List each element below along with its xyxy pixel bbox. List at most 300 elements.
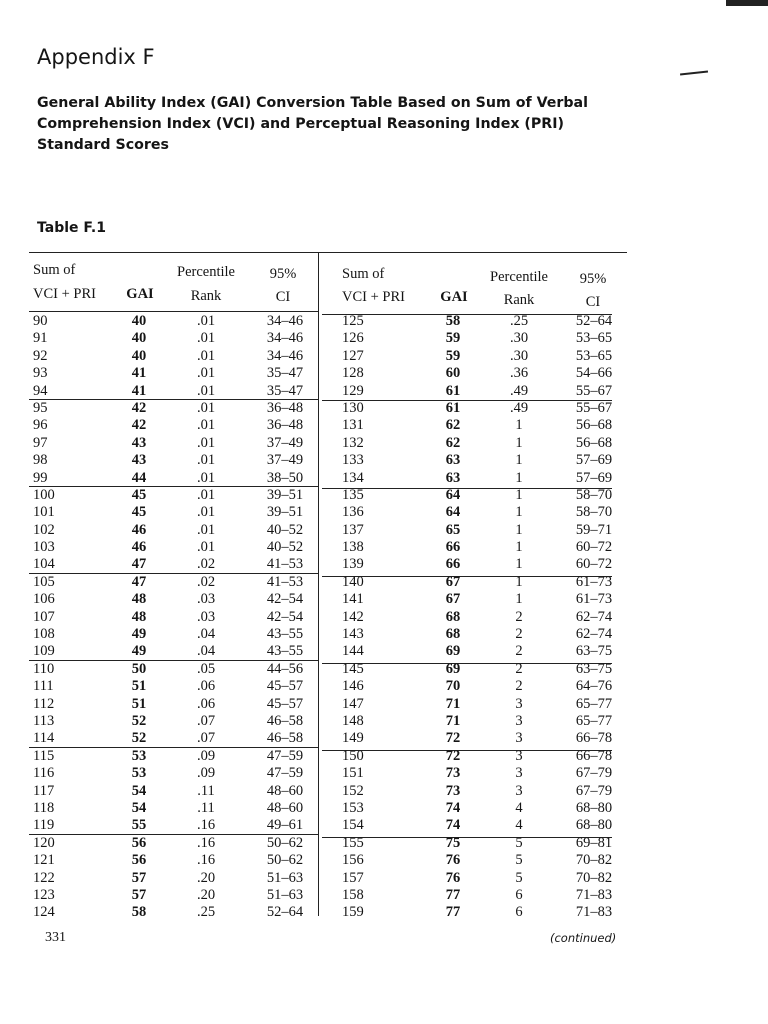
table-cell: 134 <box>342 469 364 486</box>
header-percentile-line1: Percentile <box>490 269 548 285</box>
table-cell: 62 <box>445 417 461 434</box>
left-percentile-column <box>171 313 241 922</box>
table-cell: 127 <box>342 347 364 364</box>
table-cell: 57 <box>131 869 147 886</box>
table-cell: 50 <box>131 660 147 677</box>
table-cell: 153 <box>342 799 364 816</box>
table-cell: 71 <box>445 712 461 729</box>
table-cell: 2 <box>515 678 523 695</box>
table-cell: .49 <box>509 399 529 416</box>
table-cell: 65 <box>445 521 461 538</box>
table-cell: 39–51 <box>266 486 304 503</box>
table-cell: 54 <box>131 799 147 816</box>
subtitle-line: Standard Scores <box>37 137 169 153</box>
header-ci-line1: 95% <box>579 271 607 287</box>
header-percentile-line2: Rank <box>503 292 535 308</box>
table-cell: 60–72 <box>575 539 613 556</box>
table-cell: .01 <box>196 365 216 382</box>
table-cell: 131 <box>342 417 364 434</box>
header-gai: GAI <box>440 289 468 305</box>
table-cell: 61–73 <box>575 573 613 590</box>
table-cell: 125 <box>342 313 364 329</box>
table-label: Table F.1 <box>37 220 106 236</box>
table-cell: 69 <box>445 643 461 660</box>
table-cell: 52 <box>131 712 147 729</box>
table-cell: 38–50 <box>266 469 304 486</box>
table-cell: 91 <box>33 330 48 347</box>
table-cell: 144 <box>342 643 364 660</box>
table-cell: 52–64 <box>266 904 304 921</box>
table-cell: 39–51 <box>266 504 304 521</box>
table-cell: 143 <box>342 626 364 643</box>
table-cell: 1 <box>515 539 523 556</box>
table-cell: 66–78 <box>575 730 613 747</box>
table-cell: 1 <box>515 573 523 590</box>
header-sum-line1: Sum of <box>342 266 385 282</box>
table-cell: .01 <box>196 417 216 434</box>
table-cell: 3 <box>515 747 523 764</box>
header-ci-line2: CI <box>585 294 601 310</box>
table-cell: .16 <box>196 852 216 869</box>
table-cell: 40–52 <box>266 521 304 538</box>
table-cell: .01 <box>196 347 216 364</box>
table-cell: .25 <box>509 313 529 329</box>
table-cell: 70 <box>445 678 461 695</box>
table-cell: 50–62 <box>266 852 304 869</box>
table-cell: 53 <box>131 765 147 782</box>
table-cell: 53–65 <box>575 330 613 347</box>
table-cell: 1 <box>515 486 523 503</box>
table-cell: 137 <box>342 521 364 538</box>
table-cell: 1 <box>515 521 523 538</box>
table-cell: 53 <box>131 747 147 764</box>
table-cell: 3 <box>515 782 523 799</box>
table-cell: 106 <box>33 591 55 608</box>
table-cell: 63 <box>445 452 461 469</box>
table-cell: 110 <box>33 660 55 677</box>
group-rule <box>29 311 318 312</box>
table-cell: 65–77 <box>575 695 613 712</box>
table-cell: 1 <box>515 556 523 573</box>
table-cell: 151 <box>342 765 364 782</box>
table-cell: 76 <box>445 852 461 869</box>
table-cell: 117 <box>33 782 55 799</box>
table-cell: 49 <box>131 626 147 643</box>
table-cell: 41 <box>131 365 147 382</box>
table-cell: 142 <box>342 608 364 625</box>
table-cell: .20 <box>196 869 216 886</box>
header-percentile-line2: Rank <box>190 288 222 304</box>
table-cell: .07 <box>196 712 216 729</box>
table-cell: 2 <box>515 608 523 625</box>
header-gai: GAI <box>126 286 154 302</box>
table-cell: 40 <box>131 330 147 347</box>
table-cell: 109 <box>33 643 55 660</box>
table-cell: .36 <box>509 365 529 382</box>
table-cell: 58–70 <box>575 486 613 503</box>
left-sum-column <box>33 313 113 922</box>
subtitle-line: Comprehension Index (VCI) and Perceptual Reasoning Index (PRI) <box>37 116 564 132</box>
table-cell: 47–59 <box>266 765 304 782</box>
table-cell: 93 <box>33 365 48 382</box>
table-cell: 41–53 <box>266 556 304 573</box>
table-cell: 46–58 <box>266 712 304 729</box>
table-cell: 75 <box>445 834 461 851</box>
right-ci-column <box>563 313 625 922</box>
table-cell: 2 <box>515 643 523 660</box>
table-cell: 61 <box>445 399 461 416</box>
table-cell: .30 <box>509 347 529 364</box>
table-cell: 98 <box>33 452 48 469</box>
table-cell: 141 <box>342 591 364 608</box>
table-cell: 123 <box>33 886 55 903</box>
table-cell: 68 <box>445 626 461 643</box>
table-cell: 52–64 <box>575 313 613 329</box>
table-cell: .01 <box>196 539 216 556</box>
table-cell: .01 <box>196 504 216 521</box>
table-cell: 67 <box>445 591 461 608</box>
table-cell: .03 <box>196 608 216 625</box>
table-cell: .05 <box>196 660 216 677</box>
table-cell: 58 <box>131 904 147 921</box>
left-gai-column <box>119 313 159 922</box>
table-cell: 132 <box>342 434 364 451</box>
table-cell: 140 <box>342 573 364 590</box>
table-cell: 47 <box>131 556 147 573</box>
table-cell: 156 <box>342 852 364 869</box>
table-cell: 48 <box>131 608 147 625</box>
table-cell: 71 <box>445 695 461 712</box>
table-cell: 66–78 <box>575 747 613 764</box>
header-sum-line2: VCI + PRI <box>33 286 96 302</box>
table-cell: 34–46 <box>266 347 304 364</box>
table-cell: 1 <box>515 504 523 521</box>
continued-note: (continued) <box>550 931 617 945</box>
table-cell: 104 <box>33 556 55 573</box>
table-cell: 62 <box>445 434 461 451</box>
table-cell: 100 <box>33 486 55 503</box>
table-cell: 45–57 <box>266 695 304 712</box>
table-cell: 96 <box>33 417 48 434</box>
table-cell: 130 <box>342 399 364 416</box>
table-cell: 56 <box>131 852 147 869</box>
table-cell: 159 <box>342 904 364 921</box>
table-cell: .02 <box>196 573 216 590</box>
table-cell: 111 <box>33 678 54 695</box>
table-cell: 36–48 <box>266 417 304 434</box>
right-sum-column <box>342 313 422 922</box>
table-top-rule <box>29 252 627 253</box>
table-cell: 51 <box>131 695 147 712</box>
table-cell: 63–75 <box>575 643 613 660</box>
table-cell: .06 <box>196 695 216 712</box>
table-cell: 62–74 <box>575 608 613 625</box>
table-cell: 71–83 <box>575 886 613 903</box>
table-cell: 67 <box>445 573 461 590</box>
table-cell: 118 <box>33 799 55 816</box>
table-cell: .30 <box>509 330 529 347</box>
table-cell: 47–59 <box>266 747 304 764</box>
table-cell: 114 <box>33 730 55 747</box>
table-cell: 44–56 <box>266 660 304 677</box>
table-cell: 43–55 <box>266 626 304 643</box>
table-cell: 34–46 <box>266 313 304 329</box>
table-cell: 69–81 <box>575 834 613 851</box>
right-gai-column <box>433 313 473 922</box>
table-cell: 101 <box>33 504 55 521</box>
table-cell: 77 <box>445 904 461 921</box>
table-cell: 145 <box>342 660 364 677</box>
table-cell: 77 <box>445 886 461 903</box>
table-cell: 66 <box>445 539 461 556</box>
table-cell: 3 <box>515 695 523 712</box>
table-cell: 108 <box>33 626 55 643</box>
table-cell: 3 <box>515 765 523 782</box>
right-percentile-column <box>483 313 555 922</box>
table-cell: 73 <box>445 765 461 782</box>
table-cell: 45 <box>131 486 147 503</box>
table-cell: 59 <box>445 330 461 347</box>
scan-edge-mark <box>726 0 768 6</box>
table-cell: 4 <box>515 817 523 834</box>
table-cell: 1 <box>515 434 523 451</box>
table-cell: 55 <box>131 817 147 834</box>
table-cell: 42 <box>131 399 147 416</box>
table-cell: 43 <box>131 452 147 469</box>
table-cell: .06 <box>196 678 216 695</box>
table-cell: 76 <box>445 869 461 886</box>
table-cell: .01 <box>196 330 216 347</box>
table-cell: 64 <box>445 486 461 503</box>
table-cell: 54–66 <box>575 365 613 382</box>
table-cell: 61 <box>445 382 461 399</box>
table-cell: 5 <box>515 834 523 851</box>
table-cell: 72 <box>445 747 461 764</box>
table-cell: 51 <box>131 678 147 695</box>
table-cell: 63–75 <box>575 660 613 677</box>
table-cell: 68–80 <box>575 817 613 834</box>
table-cell: 1 <box>515 417 523 434</box>
table-cell: 94 <box>33 382 48 399</box>
table-cell: 67–79 <box>575 782 613 799</box>
table-cell: 57–69 <box>575 452 613 469</box>
page-number: 331 <box>45 930 66 945</box>
table-cell: 152 <box>342 782 364 799</box>
table-cell: 3 <box>515 712 523 729</box>
header-ci-line1: 95% <box>269 266 297 282</box>
table-cell: .03 <box>196 591 216 608</box>
table-cell: 67–79 <box>575 765 613 782</box>
table-cell: 68 <box>445 608 461 625</box>
table-cell: 97 <box>33 434 48 451</box>
table-cell: 55–67 <box>575 382 613 399</box>
table-cell: 128 <box>342 365 364 382</box>
table-cell: 64 <box>445 504 461 521</box>
table-cell: 68–80 <box>575 799 613 816</box>
table-cell: 40–52 <box>266 539 304 556</box>
table-cell: 54 <box>131 782 147 799</box>
table-cell: 47 <box>131 573 147 590</box>
table-cell: 113 <box>33 712 55 729</box>
table-cell: .01 <box>196 486 216 503</box>
table-cell: .01 <box>196 399 216 416</box>
table-cell: 34–46 <box>266 330 304 347</box>
table-cell: 92 <box>33 347 48 364</box>
subtitle-line: General Ability Index (GAI) Conversion Table Based on Sum of Verbal <box>37 95 588 111</box>
table-cell: 158 <box>342 886 364 903</box>
table-cell: 65–77 <box>575 712 613 729</box>
table-cell: 42 <box>131 417 147 434</box>
table-cell: 1 <box>515 591 523 608</box>
table-cell: 58–70 <box>575 504 613 521</box>
table-cell: 103 <box>33 539 55 556</box>
table-cell: 59–71 <box>575 521 613 538</box>
header-sum-line1: Sum of <box>33 262 76 278</box>
appendix-title: Appendix F <box>37 45 155 69</box>
table-cell: 146 <box>342 678 364 695</box>
table-cell: 148 <box>342 712 364 729</box>
table-cell: 52 <box>131 730 147 747</box>
table-cell: .04 <box>196 643 216 660</box>
table-cell: 63 <box>445 469 461 486</box>
table-cell: 51–63 <box>266 886 304 903</box>
table-cell: 99 <box>33 469 48 486</box>
table-cell: .11 <box>197 782 215 799</box>
table-cell: 122 <box>33 869 55 886</box>
table-cell: 46–58 <box>266 730 304 747</box>
table-cell: 1 <box>515 452 523 469</box>
table-cell: .11 <box>197 799 215 816</box>
table-cell: 147 <box>342 695 364 712</box>
table-cell: 105 <box>33 573 55 590</box>
table-cell: 5 <box>515 869 523 886</box>
table-cell: 126 <box>342 330 364 347</box>
table-cell: 43 <box>131 434 147 451</box>
table-cell: 59 <box>445 347 461 364</box>
table-cell: 2 <box>515 626 523 643</box>
table-cell: 49–61 <box>266 817 304 834</box>
table-cell: 1 <box>515 469 523 486</box>
table-cell: 48–60 <box>266 782 304 799</box>
table-cell: 37–49 <box>266 452 304 469</box>
table-cell: .20 <box>196 886 216 903</box>
table-center-divider <box>318 253 319 916</box>
table-subtitle <box>37 93 637 156</box>
table-cell: 121 <box>33 852 55 869</box>
table-cell: .49 <box>509 382 529 399</box>
table-cell: 37–49 <box>266 434 304 451</box>
table-cell: 6 <box>515 886 523 903</box>
table-cell: .01 <box>196 452 216 469</box>
table-cell: 107 <box>33 608 55 625</box>
table-cell: 35–47 <box>266 365 304 382</box>
table-cell: 40 <box>131 347 147 364</box>
table-cell: 115 <box>33 747 55 764</box>
table-cell: 72 <box>445 730 461 747</box>
table-cell: 150 <box>342 747 364 764</box>
header-ci-line2: CI <box>275 289 291 305</box>
table-cell: 69 <box>445 660 461 677</box>
table-cell: .16 <box>196 834 216 851</box>
table-cell: 57 <box>131 886 147 903</box>
table-cell: 41 <box>131 382 147 399</box>
table-cell: 149 <box>342 730 364 747</box>
table-cell: .01 <box>196 382 216 399</box>
table-cell: .25 <box>196 904 216 921</box>
table-cell: 56 <box>131 834 147 851</box>
table-cell: 55–67 <box>575 399 613 416</box>
table-cell: 6 <box>515 904 523 921</box>
table-cell: 70–82 <box>575 869 613 886</box>
table-cell: .01 <box>196 434 216 451</box>
table-cell: 49 <box>131 643 147 660</box>
table-cell: 119 <box>33 817 55 834</box>
table-cell: 155 <box>342 834 364 851</box>
table-cell: 45 <box>131 504 147 521</box>
table-cell: 71–83 <box>575 904 613 921</box>
table-cell: .09 <box>196 765 216 782</box>
left-ci-column <box>254 313 316 922</box>
table-cell: 64–76 <box>575 678 613 695</box>
table-cell: 58 <box>445 313 461 329</box>
table-cell: 102 <box>33 521 55 538</box>
table-cell: 4 <box>515 799 523 816</box>
table-cell: 60 <box>445 365 461 382</box>
table-cell: .01 <box>196 521 216 538</box>
table-cell: 139 <box>342 556 364 573</box>
table-cell: .09 <box>196 747 216 764</box>
table-cell: 74 <box>445 799 461 816</box>
table-cell: 5 <box>515 852 523 869</box>
table-cell: .07 <box>196 730 216 747</box>
table-cell: 43–55 <box>266 643 304 660</box>
table-cell: 124 <box>33 904 55 921</box>
table-cell: 154 <box>342 817 364 834</box>
table-cell: 157 <box>342 869 364 886</box>
table-cell: 53–65 <box>575 347 613 364</box>
table-cell: 41–53 <box>266 573 304 590</box>
header-sum-line2: VCI + PRI <box>342 289 405 305</box>
table-cell: 73 <box>445 782 461 799</box>
scan-stroke-mark <box>680 71 708 75</box>
table-cell: 56–68 <box>575 434 613 451</box>
table-cell: 35–47 <box>266 382 304 399</box>
table-cell: 3 <box>515 730 523 747</box>
table-cell: .01 <box>196 313 216 329</box>
table-cell: 116 <box>33 765 55 782</box>
table-cell: 60–72 <box>575 556 613 573</box>
table-cell: 57–69 <box>575 469 613 486</box>
table-cell: 112 <box>33 695 55 712</box>
table-cell: 44 <box>131 469 147 486</box>
table-cell: 51–63 <box>266 869 304 886</box>
table-cell: 70–82 <box>575 852 613 869</box>
table-cell: 136 <box>342 504 364 521</box>
table-cell: 95 <box>33 399 48 416</box>
table-cell: 48–60 <box>266 799 304 816</box>
table-cell: 129 <box>342 382 364 399</box>
table-cell: 133 <box>342 452 364 469</box>
table-cell: 62–74 <box>575 626 613 643</box>
table-cell: 36–48 <box>266 399 304 416</box>
table-cell: 120 <box>33 834 55 851</box>
table-cell: 135 <box>342 486 364 503</box>
table-cell: 2 <box>515 660 523 677</box>
table-cell: 40 <box>131 313 147 329</box>
table-cell: 61–73 <box>575 591 613 608</box>
table-cell: 138 <box>342 539 364 556</box>
table-cell: 74 <box>445 817 461 834</box>
